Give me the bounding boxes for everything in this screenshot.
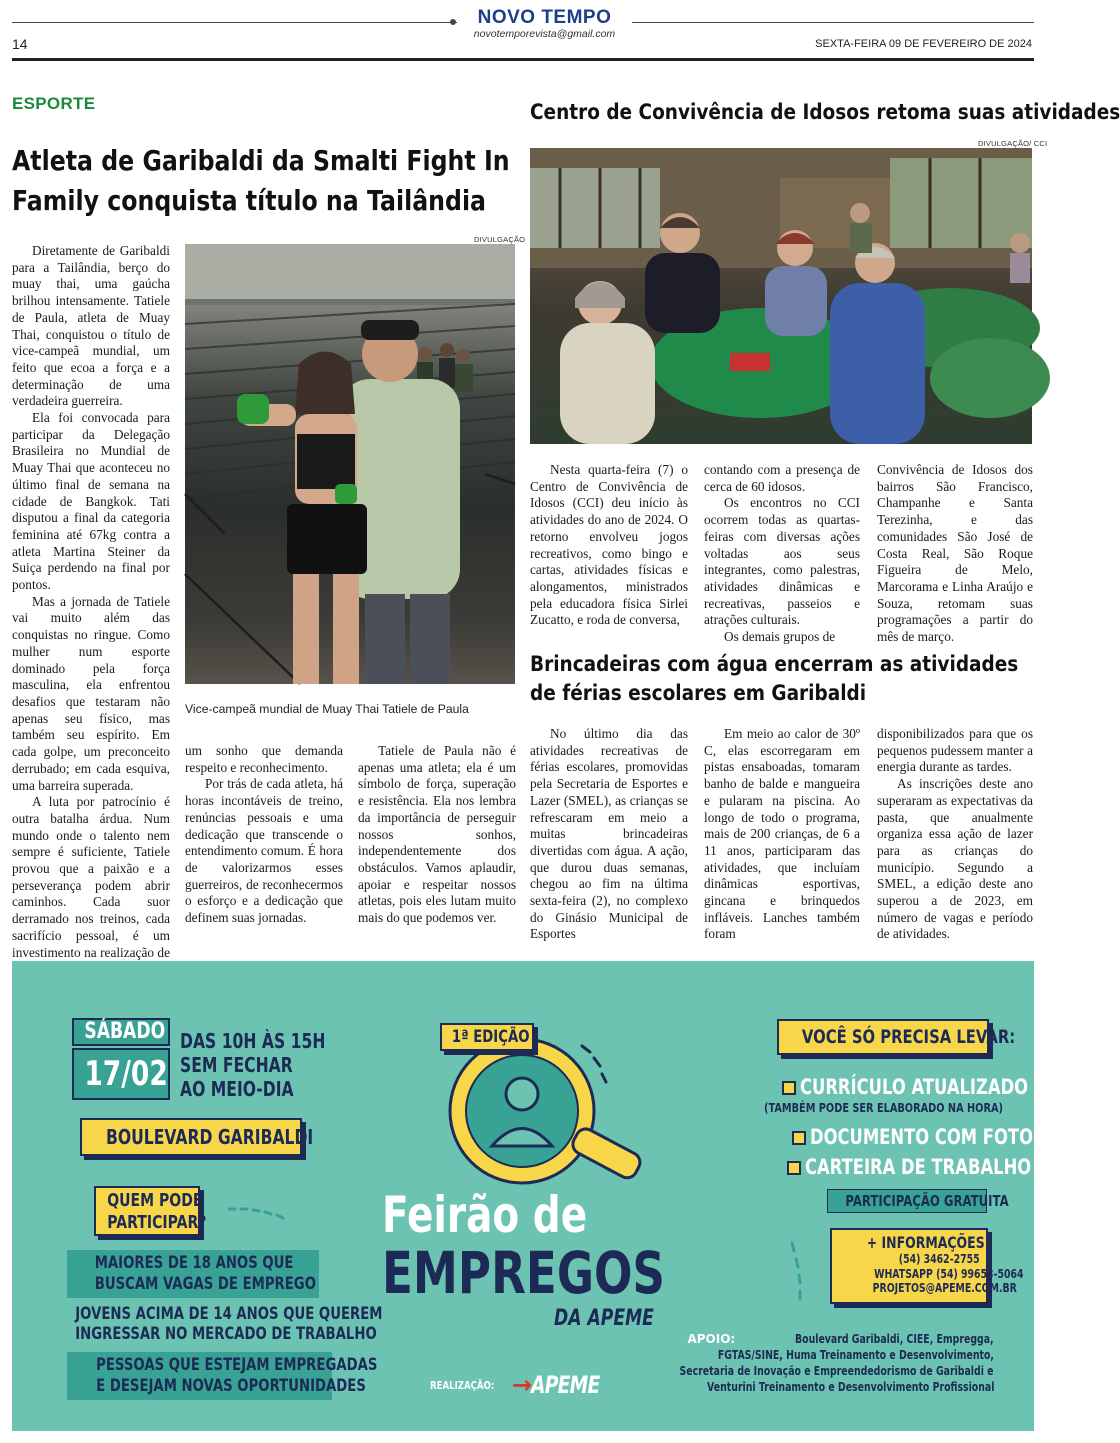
page-number: 14 [12,36,28,52]
ad-day: SÁBADO [84,1019,166,1044]
article1-column-3 [358,743,516,927]
ad-location: BOULEVARD GARIBALDI [105,1125,314,1149]
ad-bring-item-text: DOCUMENTO COM FOTO [810,1125,1034,1149]
apeme-logo: →APEME [512,1371,600,1399]
ad-hours [180,1029,366,1101]
article2-column-2 [704,462,860,646]
ad-who-line: MAIORES DE 18 ANOS QUE [94,1253,294,1273]
article1-paragraph: Mas a jornada de Tatiele vai muito além das conquistas no ringue. Como mulher num esporte dominado pela força masculina, ela enfrentou desafios que testaram não apenas seu físico, mas também seu espírito. Em cada golpe, um preconceito derrubado; em cada esquiva, uma barreira superada. [12,593,170,793]
ad-free: PARTICIPAÇÃO GRATUITA [845,1192,1009,1210]
ad-realization-label [430,1379,512,1392]
apeme-logo-text: APEME [531,1371,600,1399]
ad-who-title-box [94,1186,207,1236]
ad-info-row [832,1266,1024,1282]
elderly-center-photo-illustration [530,148,1032,444]
ad-realization-text: REALIZAÇÃO: [430,1379,495,1392]
article1-column-1 [12,243,170,978]
decorative-dashes [227,1201,287,1221]
ad-support-row [591,1331,994,1347]
job-fair-advertisement [12,961,1034,1431]
article3-column-3 [877,726,1033,943]
ad-title-text: Feirão de [382,1186,588,1244]
header-bottom-rule [12,58,1034,61]
photo2-credit: DIVULGAÇÃO/ CCI [978,139,1048,148]
article1-paragraph: um sonho que demanda respeito e reconhecimento. [185,743,343,775]
ad-support-row [591,1379,994,1395]
issue-date: SEXTA-FEIRA 09 DE FEVEREIRO DE 2024 [815,38,1032,50]
ad-title-text: DA APEME [554,1306,654,1331]
ad-info-line[interactable]: PROJETOS@APEME.COM.BR [872,1281,1017,1295]
ad-hours-line: DAS 10H ÀS 15H [180,1029,326,1053]
article3-paragraph: disponibilizados para que os pequenos pudessem manter a energia durante as tardes. [877,726,1033,775]
ad-edition: 1ª EDIÇÃO [451,1027,530,1047]
ad-title-line-2 [382,1241,745,1305]
ad-hours-line: AO MEIO-DIA [180,1077,294,1101]
masthead [457,8,632,42]
ad-support-line: FGTAS/SINE, Huma Treinamento e Desenvolvimento, [717,1348,994,1362]
ad-support-row [591,1363,994,1379]
article2-paragraph: Convivência de Idosos dos bairros São Francisco, Champanhe e Santa Terezinha, e das comunidades São José de Costa Real, São Roque Figueira de Melo, Marcorama e Linha Araújo e Souza, retomam suas programações a partir do mês de março. [877,462,1033,645]
checkbox-icon [787,1161,801,1175]
article3-column-1 [530,726,688,943]
article2-paragraph: contando com a presença de cerca de 60 idosos. [704,462,860,494]
article1-paragraph: Por trás de cada atleta, há horas incontáveis de treino, renúncias pessoais e uma dedicação que transcende o entendimento comum. É hora de valorizarmos esses guerreiros, de reconhecermos o esforço e a dedicação que definem suas jornadas. [185,776,343,926]
ad-who-title-line: QUEM PODE [107,1190,203,1211]
ad-title-line-1 [382,1187,645,1243]
ad-edition-box [440,1023,534,1051]
ad-info-line[interactable]: WHATSAPP (54) 99653-5064 [874,1266,1024,1281]
ad-bring-item-3 [787,1155,1095,1179]
ad-support-line: Venturini Treinamento e Desenvolvimento Profissional [706,1380,994,1394]
ad-support-line: Boulevard Garibaldi, CIEE, Empregga, [795,1332,994,1346]
article3-paragraph: As inscrições deste ano superaram as expectativas da pasta, que anualmente organiza essa ação de lazer para as crianças do município. Segundo a SMEL, a edição deste ano superou a de 2023, em número de vagas e período de atividades. [877,776,1033,942]
ad-who-line: E DESEJAM NOVAS OPORTUNIDADES [96,1376,366,1396]
checkbox-icon [792,1131,806,1145]
article2-paragraph: Os encontros no CCI ocorrem todas as quartas-feiras com diversas ações voltadas aos seus integrantes, como palestras, atividades dinâmicas e recreativas, passeios e atrações culturais. [704,495,860,628]
ad-bring-item-1 [782,1075,1092,1099]
elderly-center-photo [530,148,1032,444]
ad-bring-item-text: CURRÍCULO ATUALIZADO [800,1075,1029,1099]
page-header [12,8,1034,58]
article3-paragraph: No último dia das atividades recreativas de férias escolares, promovidas pela Secretaria de Esportes e Lazer (SMEL), as crianças se refrescaram em meio a muitas brincadeiras divertidas com água. A ação, que durou duas semanas, chegou ao fim na última sexta-feira (2), no complexo do Ginásio Municipal de Esportes [530,726,688,942]
decorative-dashes [787,1241,817,1311]
ad-bring-title: VOCÊ SÓ PRECISA LEVAR: [801,1026,1016,1048]
article2-column-1 [530,462,688,629]
ad-location-box [80,1118,314,1156]
article2-column-3 [877,462,1033,646]
ad-bring-title-box [777,1019,1016,1055]
ad-bring-note [764,1100,1070,1115]
photo1-credit: DIVULGAÇÃO [474,235,526,244]
header-dot-left [450,19,456,25]
ad-info-title: + INFORMAÇÕES: [866,1233,990,1252]
ad-bring-note-text: (TAMBÉM PODE SER ELABORADO NA HORA) [764,1100,1003,1115]
ad-date-box [72,1048,170,1100]
ad-info-line[interactable]: (54) 3462-2755 [899,1252,980,1266]
ad-support-row [591,1347,994,1363]
ad-day-box [72,1018,170,1046]
ad-who-item-3 [67,1352,378,1400]
ad-info-row [832,1252,980,1267]
ad-support [591,1331,994,1395]
article2-paragraph: Os demais grupos de [724,629,836,645]
ad-who-line: BUSCAM VAGAS DE EMPREGO [94,1274,316,1294]
ad-date: 17/02 [84,1054,168,1094]
newspaper-name: NOVO TEMPO [477,7,612,28]
article1-paragraph: Ela foi convocada para participar da Delegação Brasileira no Mundial de Muay Thai que aconteceu no último final de semana na cidade de Bangkok. Tati disputou a final da categoria feminina até 67kg contra a atleta Martina Steiner da Suiça perdendo na final por pontos. [12,410,170,593]
ad-info-box [830,1228,1024,1304]
ad-free-box [827,1189,1009,1213]
ad-who-item-1 [67,1250,319,1298]
section-label: ESPORTE [12,94,96,113]
checkbox-icon [782,1081,796,1095]
ad-who-line: JOVENS ACIMA DE 14 ANOS QUE QUEREM [75,1304,383,1324]
article1-paragraph: Tatiele de Paula não é apenas uma atleta; ela é um símbolo de força, superação e resistência. Ela nos lembra da importância de perseguir nossos sonhos, independentemente dos obstáculos. Vamos aplaudir, apoiar e respeitar nossos atletas, pois eles lutam muito mais do que podemos ver. [358,743,516,926]
article3-column-2 [704,726,860,943]
ad-who-line: INGRESSAR NO MERCADO DE TRABALHO [75,1324,377,1344]
article1-column-2 [185,743,343,927]
ad-bring-item-2 [792,1125,1096,1149]
ad-hours-line: SEM FECHAR [180,1053,293,1077]
article2-paragraph: Nesta quarta-feira (7) o Centro de Convivência de Idosos (CCI) deu início às atividades do ano de 2024. O retorno envolveu jogos recreativos, como bingo e cartas, atividades físicas e alongamentos, ministrados pela educadora física Sirlei Zucatto, e roda de conversa, [530,462,688,628]
ad-info-row [832,1281,1017,1296]
ad-support-line: Secretaria de Inovação e Empreendedorismo de Garibaldi e [680,1364,994,1378]
article1-headline: Atleta de Garibaldi da Smalti Fight In Family conquista título na Tailândia [12,145,510,217]
article2-headline: Centro de Convivência de Idosos retoma suas atividades [530,100,1120,124]
article1-paragraph: Diretamente de Garibaldi para a Tailândia, berço do muay thai, uma gaúcha brilhou intensamente. Tatiele de Paula, atleta de Muay Thai, conquistou o título de vice-campeã mundial, um feito que ecoa a força e a determinação de uma verdadeira guerreira. [12,243,170,409]
newspaper-email[interactable]: novotemporevista@gmail.com [473,28,616,40]
article1-paragraph: A luta por patrocínio é outra batalha árdua. Num mundo onde o talento nem sempre é suficiente, Tatiele provou que a paixão e a perseverança podem abrir caminhos. Cada suor derramado nos treinos, cada sacrifício pessoal, é um investimento na realização de [12,794,170,960]
article3-headline: Brincadeiras com água encerram as atividades de férias escolares em Garibaldi [530,652,1019,705]
ad-title-line-3 [554,1306,682,1332]
ad-who-item-2 [42,1304,383,1348]
ad-who-line: PESSOAS QUE ESTEJAM EMPREGADAS [96,1355,378,1375]
ad-bring-item-text: CARTEIRA DE TRABALHO [805,1155,1032,1179]
athlete-photo-illustration [185,244,515,684]
ad-info-title-row [832,1233,990,1252]
article3-paragraph: Em meio ao calor de 30º C, elas escorregaram em pistas ensaboadas, tomaram banho de balde e mangueira e pularam na piscina. Ao longo de todo o programa, mais de 200 crianças, de 6 a 11 anos, participaram das atividades, que incluíam dinâmicas esportivas, gincana e brinquedos infláveis. Lanches também foram [704,726,860,942]
ad-support-label: APOIO: [687,1332,736,1346]
photo1-caption: Vice-campeã mundial de Muay Thai Tatiele de Paula [185,702,469,716]
ad-who-title-line: PARTICIPAR? [107,1212,207,1233]
ad-title-text: EMPREGOS [382,1239,665,1307]
athlete-photo [185,244,515,684]
